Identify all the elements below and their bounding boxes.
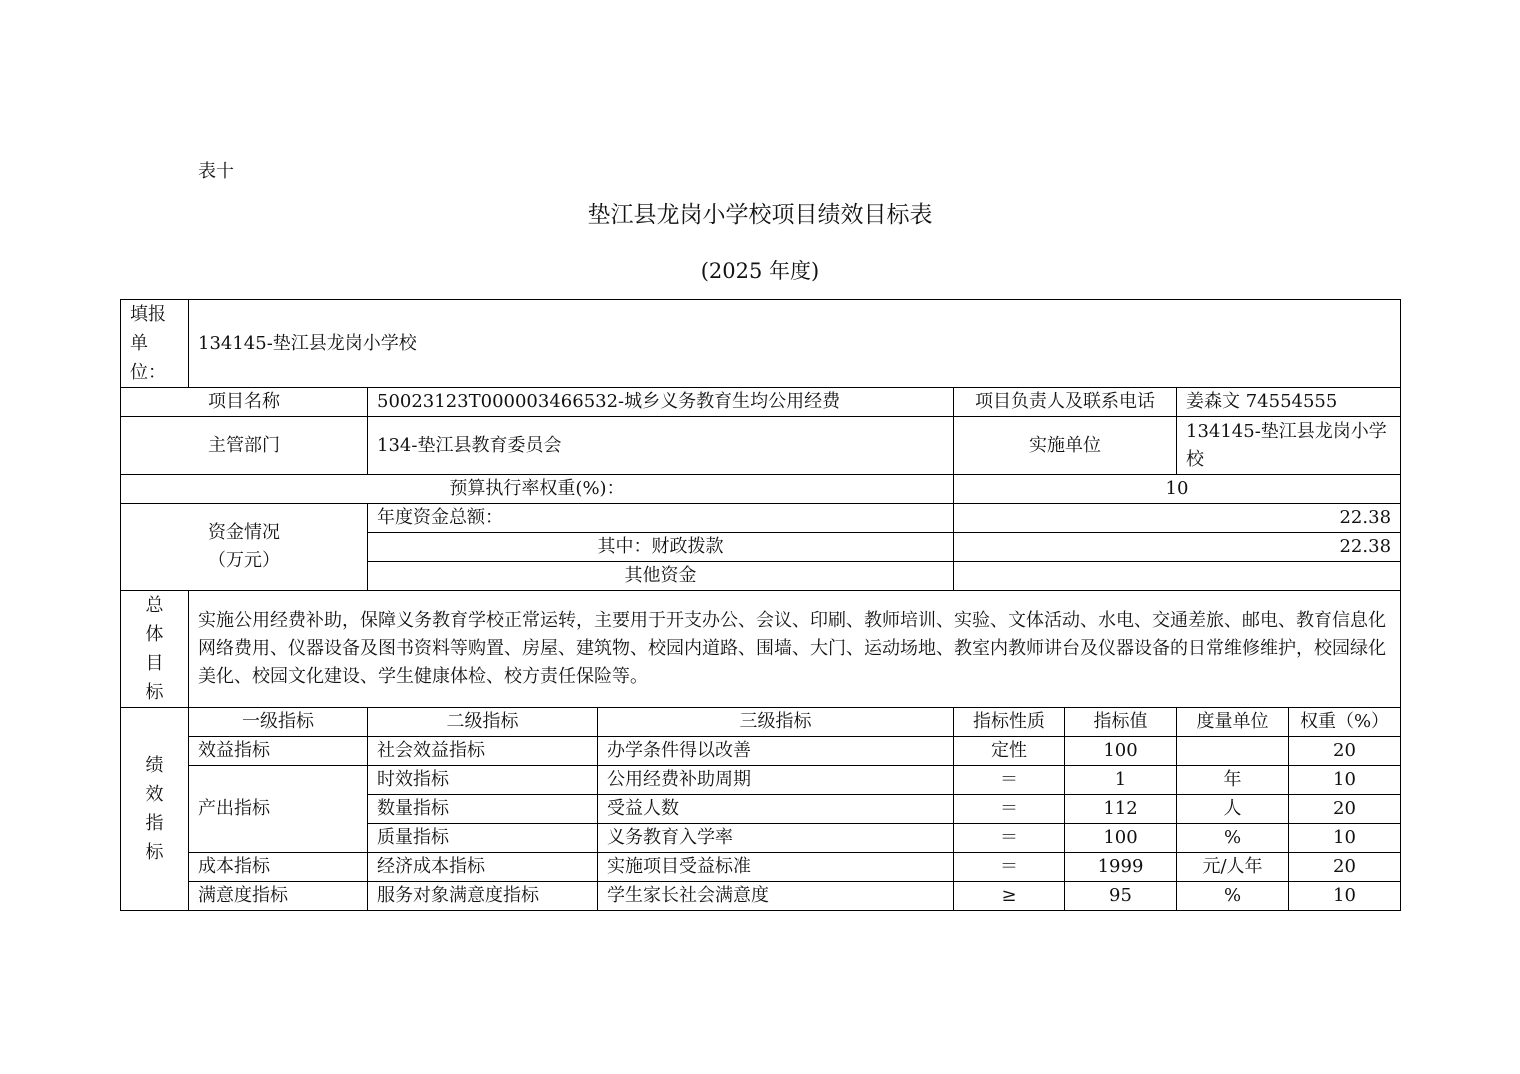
level3-cell: 义务教育入学率: [598, 824, 954, 853]
project-name-value: 50023123T000003466532-城乡义务教育生均公用经费: [368, 388, 954, 417]
unit-cell: 年: [1177, 766, 1289, 795]
header-level1: 一级指标: [189, 708, 368, 737]
level2-cell: 服务对象满意度指标: [368, 882, 598, 911]
funds-label-line1: 资金情况: [208, 522, 280, 543]
budget-rate-row: [121, 475, 1401, 504]
weight-cell: 10: [1289, 882, 1401, 911]
contact-value: 姜森文 74554555: [1177, 388, 1401, 417]
level1-benefit: 效益指标: [189, 737, 368, 766]
table-row: [121, 853, 1401, 882]
funds-other-value: [954, 562, 1401, 591]
page-subtitle: (2025 年度): [700, 259, 820, 283]
value-cell: 95: [1065, 882, 1177, 911]
unit-cell: [1177, 737, 1289, 766]
weight-cell: 10: [1289, 766, 1401, 795]
page-title: 垫江县龙岗小学校项目绩效目标表: [587, 202, 933, 228]
level1-satisfaction: 满意度指标: [189, 882, 368, 911]
nature-cell: ＝: [954, 795, 1065, 824]
header-value: 指标值: [1065, 708, 1177, 737]
value-cell: 1999: [1065, 853, 1177, 882]
value-cell: 100: [1065, 824, 1177, 853]
table-row: [121, 766, 1401, 795]
level3-cell: 实施项目受益标准: [598, 853, 954, 882]
dept-value: 134-垫江县教育委员会: [368, 417, 954, 475]
unit-cell: 人: [1177, 795, 1289, 824]
unit-label: 填报 单 位：: [121, 300, 189, 388]
nature-cell: ＝: [954, 853, 1065, 882]
unit-cell: %: [1177, 824, 1289, 853]
header-weight: 权重（%）: [1289, 708, 1401, 737]
nature-cell: 定性: [954, 737, 1065, 766]
goal-label: 总 体 目 标: [121, 591, 189, 708]
value-cell: 100: [1065, 737, 1177, 766]
level3-cell: 办学条件得以改善: [598, 737, 954, 766]
weight-cell: 20: [1289, 853, 1401, 882]
funds-total-label: 年度资金总额：: [368, 504, 954, 533]
header-nature: 指标性质: [954, 708, 1065, 737]
level1-output: 产出指标: [189, 766, 368, 853]
impl-value: 134145-垫江县龙岗小学校: [1177, 417, 1401, 475]
funds-total-value: 22.38: [954, 504, 1401, 533]
level2-cell: 社会效益指标: [368, 737, 598, 766]
value-cell: 112: [1065, 795, 1177, 824]
header-level3: 三级指标: [598, 708, 954, 737]
performance-target-table: [120, 299, 1401, 911]
unit-row: [121, 300, 1401, 388]
level2-cell: 数量指标: [368, 795, 598, 824]
funds-label: [121, 504, 368, 591]
nature-cell: ≥: [954, 882, 1065, 911]
level3-cell: 公用经费补助周期: [598, 766, 954, 795]
level3-cell: 学生家长社会满意度: [598, 882, 954, 911]
funds-label-line2: （万元）: [208, 550, 280, 571]
dept-row: [121, 417, 1401, 475]
funds-fiscal-label: 其中：财政拨款: [368, 533, 954, 562]
nature-cell: ＝: [954, 766, 1065, 795]
header-level2: 二级指标: [368, 708, 598, 737]
table-row: [121, 882, 1401, 911]
value-cell: 1: [1065, 766, 1177, 795]
unit-value: 134145-垫江县龙岗小学校: [189, 300, 1401, 388]
unit-cell: %: [1177, 882, 1289, 911]
level2-cell: 时效指标: [368, 766, 598, 795]
goal-row: [121, 591, 1401, 708]
project-name-label: 项目名称: [121, 388, 368, 417]
indicator-header-row: [121, 708, 1401, 737]
level2-cell: 质量指标: [368, 824, 598, 853]
funds-total-row: [121, 504, 1401, 533]
funds-other-label: 其他资金: [368, 562, 954, 591]
level3-cell: 受益人数: [598, 795, 954, 824]
budget-rate-label: 预算执行率权重(%)：: [121, 475, 954, 504]
unit-cell: 元/人年: [1177, 853, 1289, 882]
contact-label: 项目负责人及联系电话: [954, 388, 1177, 417]
weight-cell: 20: [1289, 737, 1401, 766]
project-name-row: [121, 388, 1401, 417]
indicator-label: 绩 效 指 标: [121, 708, 189, 911]
table-row: [121, 737, 1401, 766]
weight-cell: 20: [1289, 795, 1401, 824]
budget-rate-value: 10: [954, 475, 1401, 504]
funds-fiscal-value: 22.38: [954, 533, 1401, 562]
weight-cell: 10: [1289, 824, 1401, 853]
level1-cost: 成本指标: [189, 853, 368, 882]
dept-label: 主管部门: [121, 417, 368, 475]
level2-cell: 经济成本指标: [368, 853, 598, 882]
header-unit: 度量单位: [1177, 708, 1289, 737]
table-label: 表十: [198, 161, 234, 182]
nature-cell: ＝: [954, 824, 1065, 853]
goal-text: 实施公用经费补助，保障义务教育学校正常运转，主要用于开支办公、会议、印刷、教师培训、实验、文体活动、水电、交通差旅、邮电、教育信息化网络费用、仪器设备及图书资料等购置、房屋、建筑物、校园内道路、围墙、大门、运动场地、教室内教师讲台及仪器设备的日常维修维护，校园绿化美化、校园文化建设、学生健康体检、校方责任保险等。: [189, 591, 1401, 708]
impl-label: 实施单位: [954, 417, 1177, 475]
